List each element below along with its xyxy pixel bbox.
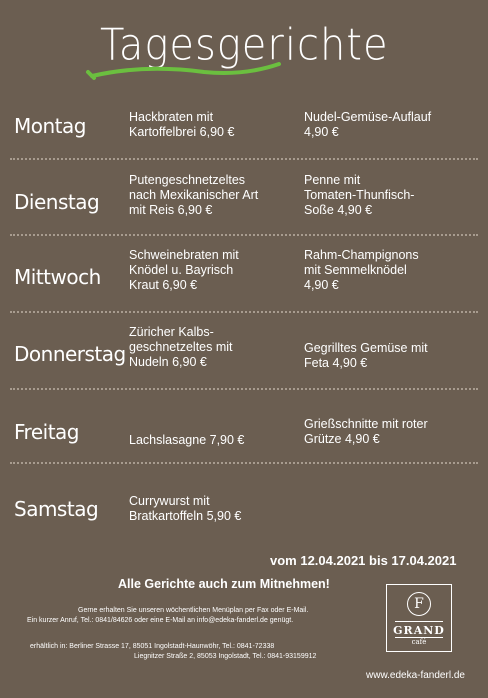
dish-thursday-1: Züricher Kalbs- geschnetzeltes mit Nudeln 6,90 € — [129, 325, 233, 369]
website-link[interactable]: www.edeka-fanderl.de — [366, 670, 465, 681]
divider — [10, 462, 478, 464]
dish-monday-2: Nudel-Gemüse-Auflauf 4,90 € — [304, 110, 432, 139]
logo-monogram-icon: F — [407, 592, 431, 616]
dish-saturday-1: Currywurst mit Bratkartoffeln 5,90 € — [129, 494, 242, 523]
takeaway-note: Alle Gerichte auch zum Mitnehmen! — [118, 577, 330, 591]
divider — [10, 158, 478, 160]
divider — [10, 311, 478, 313]
address-line: erhältlich in: Berliner Strasse 17, 85051 Ingolstadt-Haunwöhr, Tel.: 0841-72338 — [30, 643, 275, 650]
address-line: Liegnitzer Straße 2, 85053 Ingolstadt, Tel.: 0841-93159912 — [134, 653, 317, 660]
day-label-monday: Montag — [14, 114, 86, 138]
dish-monday-1: Hackbraten mit Kartoffelbrei 6,90 € — [129, 110, 235, 139]
dish-tuesday-1: Putengeschnetzeltes nach Mexikanischer Art mit Reis 6,90 € — [129, 173, 259, 217]
day-label-wednesday: Mittwoch — [14, 265, 101, 289]
dish-wednesday-1: Schweinebraten mit Knödel u. Bayrisch Kraut 6,90 € — [129, 248, 239, 292]
dish-wednesday-2: Rahm-Champignons mit Semmelknödel 4,90 € — [304, 248, 419, 292]
day-label-tuesday: Dienstag — [14, 190, 100, 214]
divider — [10, 234, 478, 236]
divider — [10, 388, 478, 390]
date-range: vom 12.04.2021 bis 17.04.2021 — [270, 553, 457, 568]
dish-friday-1: Lachslasagne 7,90 € — [129, 433, 245, 447]
dish-thursday-2: Gegrilltes Gemüse mit Feta 4,90 € — [304, 341, 428, 370]
logo-sub: café — [411, 638, 427, 646]
info-line: Gerne erhalten Sie unseren wöchentlichen Menüplan per Fax oder E-Mail. — [78, 607, 309, 614]
day-label-thursday: Donnerstag — [14, 342, 126, 366]
logo-name: GRAND — [393, 624, 445, 637]
page-title: Tagesgerichte — [100, 19, 389, 71]
grand-cafe-logo — [386, 584, 452, 652]
day-label-saturday: Samstag — [14, 497, 99, 521]
day-label-friday: Freitag — [14, 420, 79, 444]
title-underline — [84, 60, 284, 84]
logo-rule — [395, 621, 443, 622]
dish-friday-2: Grießschnitte mit roter Grütze 4,90 € — [304, 417, 428, 446]
dish-tuesday-2: Penne mit Tomaten-Thunfisch- Soße 4,90 € — [304, 173, 415, 217]
info-line: Ein kurzer Anruf, Tel.: 0841/84626 oder eine E-Mail an info@edeka-fanderl.de genügt. — [27, 617, 294, 624]
